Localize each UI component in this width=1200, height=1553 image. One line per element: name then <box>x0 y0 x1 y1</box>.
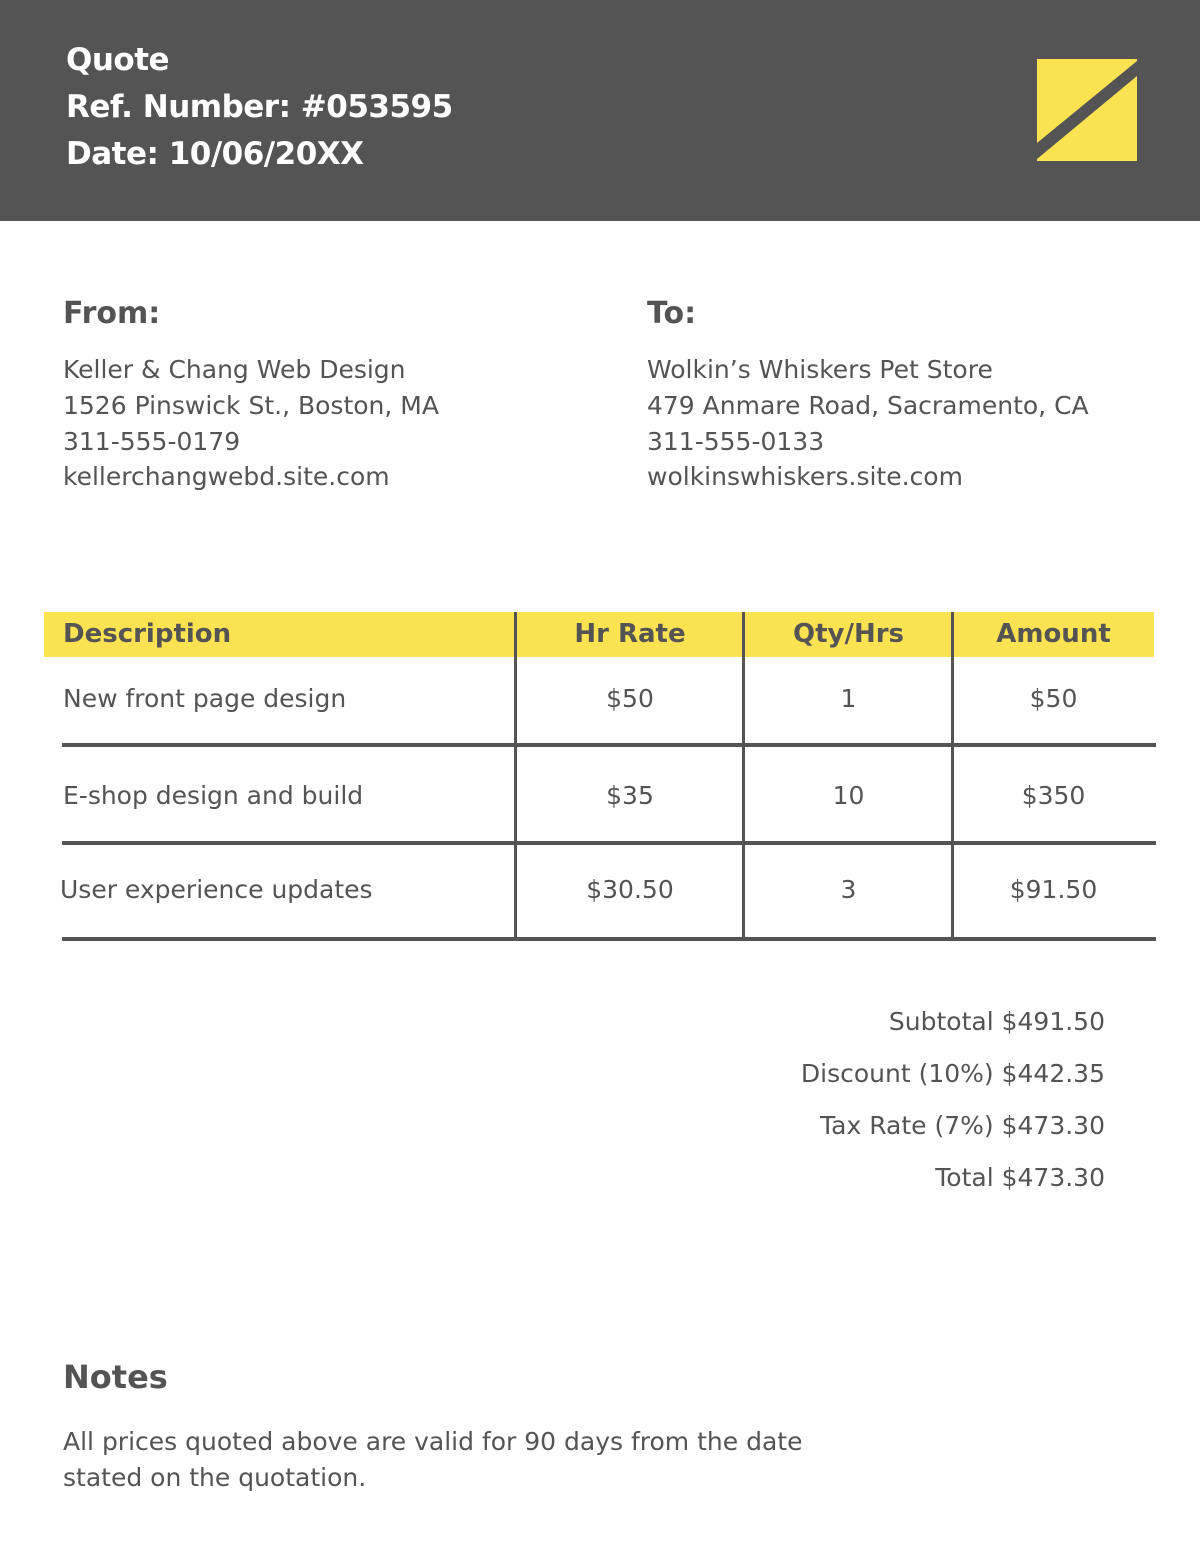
to-title: To: <box>647 296 697 331</box>
to-website: wolkinswhiskers.site.com <box>647 462 963 491</box>
from-company: Keller & Chang Web Design <box>63 355 406 384</box>
total: Total $473.30 <box>935 1163 1105 1192</box>
ref-number-value: #053595 <box>300 89 453 125</box>
row-rate: $30.50 <box>586 875 674 904</box>
tax-rate: Tax Rate (7%) $473.30 <box>820 1111 1105 1140</box>
column-header-qty-hrs: Qty/Hrs <box>744 612 953 657</box>
to-phone: 311-555-0133 <box>647 427 825 456</box>
date-value: 10/06/20XX <box>168 136 364 172</box>
subtotal: Subtotal $491.50 <box>888 1007 1105 1036</box>
from-website: kellerchangwebd.site.com <box>63 462 390 491</box>
from-title: From: <box>63 296 161 331</box>
row-amount: $350 <box>1021 781 1086 810</box>
row-rate: $35 <box>606 781 654 810</box>
row-divider <box>62 841 1156 845</box>
column-header-description: Description <box>44 612 516 657</box>
notes-title: Notes <box>63 1358 168 1396</box>
row-description: New front page design <box>63 684 347 713</box>
column-header-hr-rate: Hr Rate <box>516 612 744 657</box>
row-description: E-shop design and build <box>63 781 364 810</box>
row-qty: 10 <box>832 781 865 810</box>
column-header-amount: Amount <box>953 612 1154 657</box>
row-description: User experience updates <box>60 875 373 904</box>
row-divider <box>62 937 1156 941</box>
row-qty: 3 <box>840 875 857 904</box>
ref-number <box>66 89 453 125</box>
to-company: Wolkin’s Whiskers Pet Store <box>647 355 993 384</box>
from-phone: 311-555-0179 <box>63 427 241 456</box>
to-address: 479 Anmare Road, Sacramento, CA <box>647 391 1089 420</box>
discount: Discount (10%) $442.35 <box>800 1059 1105 1088</box>
row-divider <box>62 743 1156 747</box>
row-qty: 1 <box>840 684 857 713</box>
notes-text: All prices quoted above are valid for 90 days from the date stated on the quotation. <box>63 1427 803 1492</box>
quote-title: Quote <box>66 42 170 78</box>
quote-header <box>0 0 1200 221</box>
quote-date <box>66 136 364 172</box>
diagonal-square-logo-icon <box>1037 59 1137 161</box>
row-rate: $50 <box>606 684 654 713</box>
date-label: Date: <box>66 136 159 172</box>
row-amount: $50 <box>1029 684 1078 713</box>
row-amount: $91.50 <box>1009 875 1098 904</box>
ref-number-label: Ref. Number: <box>66 89 291 125</box>
from-address: 1526 Pinswick St., Boston, MA <box>63 391 439 420</box>
